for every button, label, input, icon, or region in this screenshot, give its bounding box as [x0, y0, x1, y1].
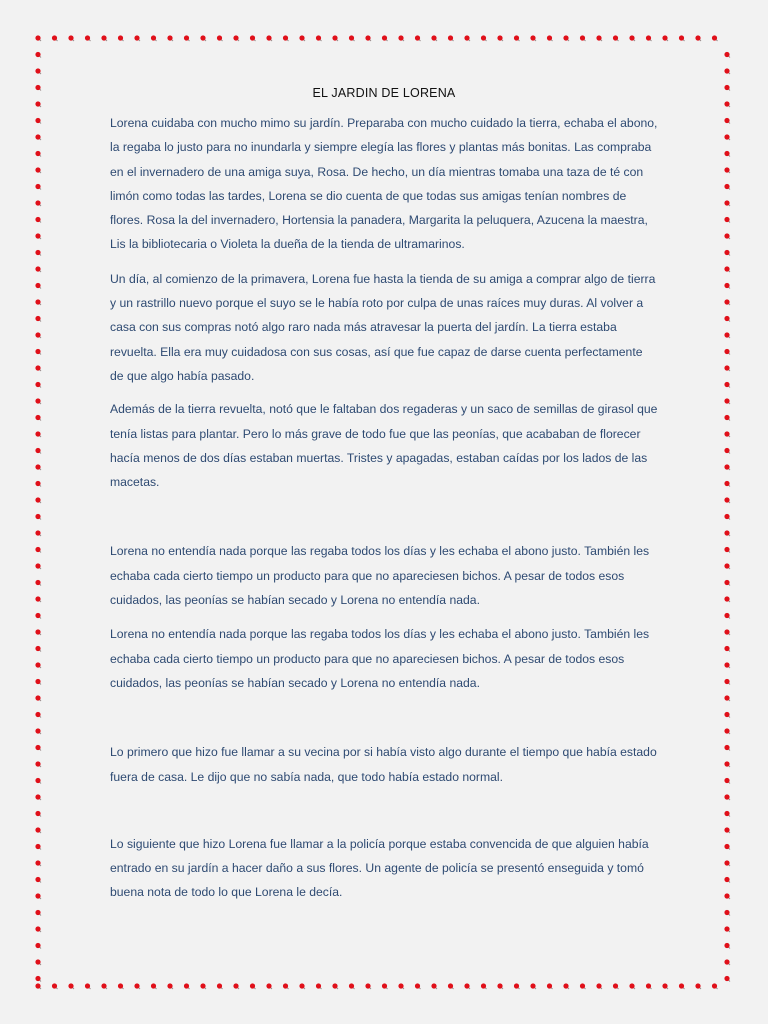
border-dot-icon [134, 35, 140, 41]
paragraph-6: Lo primero que hizo fue llamar a su vecina por si había visto algo durante el tiempo que había estado fuera de casa. Le dijo que no sabía nada, que todo había estado normal. [110, 745, 657, 784]
border-dot-icon [85, 983, 91, 989]
border-dot-icon [724, 415, 730, 421]
border-dot-icon [35, 514, 41, 520]
border-dot-icon [332, 983, 338, 989]
border-dot-icon [724, 184, 730, 190]
border-dot-icon [217, 983, 223, 989]
border-dot-icon [35, 151, 41, 157]
border-dot-icon [233, 983, 239, 989]
border-dot-icon [646, 983, 652, 989]
border-dot-icon [596, 35, 602, 41]
border-dot-icon [35, 233, 41, 239]
border-dot-icon [724, 712, 730, 718]
border-dot-icon [724, 233, 730, 239]
border-dot-icon [724, 893, 730, 899]
border-dot-icon [724, 316, 730, 322]
border-dot-icon [662, 983, 668, 989]
border-dot-icon [332, 35, 338, 41]
border-dot-icon [35, 563, 41, 569]
border-dot-icon [35, 761, 41, 767]
border-dot-icon [613, 983, 619, 989]
border-dot-icon [35, 316, 41, 322]
border-dot-icon [35, 745, 41, 751]
border-dot-icon [349, 35, 355, 41]
border-dot-icon [431, 983, 437, 989]
border-dot-icon [724, 662, 730, 668]
border-dot-icon [724, 530, 730, 536]
paragraph-7: Lo siguiente que hizo Lorena fue llamar a la policía porque estaba convencida de que alguien había entrado en su jardín a hacer daño a sus flores. Un agente de policía se presentó enseguida y tomó buena nota de todo lo que Lorena le decía. [110, 836, 649, 900]
border-dot-icon [35, 547, 41, 553]
border-dot-icon [35, 712, 41, 718]
border-dot-icon [563, 35, 569, 41]
border-dot-icon [35, 481, 41, 487]
border-dot-icon [382, 983, 388, 989]
border-dot-icon [35, 926, 41, 932]
border-dot-icon [724, 266, 730, 272]
border-dot-icon [415, 35, 421, 41]
border-dot-icon [35, 728, 41, 734]
border-dot-icon [35, 778, 41, 784]
border-dot-icon [35, 976, 41, 982]
border-dot-icon [68, 35, 74, 41]
border-dot-icon [398, 35, 404, 41]
border-dot-icon [662, 35, 668, 41]
border-dot-icon [35, 118, 41, 124]
border-dot-icon [580, 983, 586, 989]
border-dot-icon [724, 877, 730, 883]
border-dot-icon [415, 983, 421, 989]
border-dot-icon [35, 827, 41, 833]
border-dot-icon [514, 983, 520, 989]
border-dot-icon [724, 481, 730, 487]
border-dot-icon [724, 365, 730, 371]
border-dot-icon [35, 250, 41, 256]
border-dot-icon [724, 943, 730, 949]
paragraph-3: Además de la tierra revuelta, notó que le faltaban dos regaderas y un saco de semillas de girasol que tenía listas para plantar. Pero lo más grave de todo fue que las peonías, que acababan de florecer hacía menos de dos días estaban muertas. Tristes y apagadas, estaban caídas por los lados de las macetas. [110, 402, 658, 490]
border-dot-icon [613, 35, 619, 41]
border-dot-icon [712, 35, 718, 41]
border-dot-icon [724, 679, 730, 685]
border-dot-icon [530, 983, 536, 989]
border-dot-icon [35, 68, 41, 74]
border-dot-icon [35, 299, 41, 305]
border-dot-icon [724, 398, 730, 404]
border-dot-icon [35, 448, 41, 454]
border-dot-icon [464, 983, 470, 989]
border-dot-icon [724, 728, 730, 734]
border-dot-icon [679, 35, 685, 41]
border-dot-icon [35, 415, 41, 421]
border-dot-icon [724, 844, 730, 850]
border-dot-icon [724, 547, 730, 553]
border-dot-icon [724, 250, 730, 256]
border-dot-icon [35, 844, 41, 850]
border-dot-icon [724, 827, 730, 833]
border-dot-icon [724, 52, 730, 58]
border-dot-icon [35, 629, 41, 635]
border-dot-icon [35, 382, 41, 388]
border-dot-icon [724, 151, 730, 157]
border-dot-icon [35, 184, 41, 190]
border-dot-icon [35, 266, 41, 272]
border-dot-icon [35, 613, 41, 619]
border-dot-icon [514, 35, 520, 41]
border-dot-icon [646, 35, 652, 41]
border-dot-icon [724, 514, 730, 520]
border-dot-icon [695, 983, 701, 989]
border-dot-icon [316, 35, 322, 41]
border-dot-icon [497, 983, 503, 989]
border-dot-icon [85, 35, 91, 41]
border-dot-icon [448, 983, 454, 989]
border-dot-icon [398, 983, 404, 989]
border-dot-icon [101, 983, 107, 989]
border-dot-icon [629, 983, 635, 989]
border-dot-icon [712, 983, 718, 989]
paragraph-5: Lorena no entendía nada porque las regaba todos los días y les echaba el abono justo. También les echaba cada cierto tiempo un producto para que no apareciesen bichos. A pesar de todos esos cuidados, las peonías se habían secado y Lorena no entendía nada. [110, 627, 650, 690]
border-dot-icon [724, 926, 730, 932]
border-dot-icon [724, 959, 730, 965]
border-dot-icon [35, 398, 41, 404]
border-dot-icon [547, 983, 553, 989]
border-dot-icon [724, 596, 730, 602]
border-dot-icon [497, 35, 503, 41]
border-dot-icon [266, 983, 272, 989]
border-dot-icon [35, 877, 41, 883]
border-dot-icon [35, 959, 41, 965]
border-dot-icon [547, 35, 553, 41]
border-dot-icon [724, 464, 730, 470]
border-dot-icon [250, 983, 256, 989]
border-dot-icon [724, 101, 730, 107]
paragraph-4: Lorena no entendía nada porque las regaba todos los días y les echaba el abono justo. También les echaba cada cierto tiempo un producto para que no apareciesen bichos. A pesar de todos esos cuidados, las peonías se habían secado y Lorena no entendía nada. [110, 544, 650, 608]
border-dot-icon [629, 35, 635, 41]
border-dot-icon [35, 646, 41, 652]
border-dot-icon [724, 811, 730, 817]
border-dot-icon [481, 35, 487, 41]
border-dot-icon [184, 983, 190, 989]
border-dot-icon [35, 662, 41, 668]
border-dot-icon [35, 811, 41, 817]
border-dot-icon [596, 983, 602, 989]
document-title: EL JARDIN DE LORENA [312, 86, 456, 100]
border-dot-icon [217, 35, 223, 41]
border-dot-icon [724, 283, 730, 289]
border-dot-icon [316, 983, 322, 989]
border-dot-icon [724, 431, 730, 437]
border-dot-icon [481, 983, 487, 989]
border-dot-icon [35, 35, 41, 41]
border-dot-icon [464, 35, 470, 41]
border-dot-icon [266, 35, 272, 41]
border-dot-icon [448, 35, 454, 41]
border-dot-icon [35, 365, 41, 371]
paragraph-2: Un día, al comienzo de la primavera, Lorena fue hasta la tienda de su amiga a comprar algo de tierra y un rastrillo nuevo porque el suyo se le había roto por culpa de unas raíces muy duras. Al volver a casa con sus compras notó algo raro nada más atravesar la puerta del jardín. La tierra estaba revuelta. Ella era muy cuidadosa con sus cosas, así que fue capaz de darse cuenta perfectamente de que algo había pasado. [110, 271, 656, 383]
border-dot-icon [200, 983, 206, 989]
border-dot-icon [299, 983, 305, 989]
border-dot-icon [695, 35, 701, 41]
border-dot-icon [349, 983, 355, 989]
border-dot-icon [35, 464, 41, 470]
border-dot-icon [233, 35, 239, 41]
border-dot-icon [101, 35, 107, 41]
border-dot-icon [35, 349, 41, 355]
border-dot-icon [167, 983, 173, 989]
border-dot-icon [35, 530, 41, 536]
border-dot-icon [35, 431, 41, 437]
border-dot-icon [724, 910, 730, 916]
border-dot-icon [52, 983, 58, 989]
border-dot-icon [724, 299, 730, 305]
border-dot-icon [724, 497, 730, 503]
border-dot-icon [118, 983, 124, 989]
border-dot-icon [35, 200, 41, 206]
border-dot-icon [724, 200, 730, 206]
border-dot-icon [35, 983, 41, 989]
border-dot-icon [35, 794, 41, 800]
border-dot-icon [283, 35, 289, 41]
border-dot-icon [184, 35, 190, 41]
border-dot-icon [167, 35, 173, 41]
border-dot-icon [200, 35, 206, 41]
border-dot-icon [35, 167, 41, 173]
border-dot-icon [365, 35, 371, 41]
border-dot-icon [250, 35, 256, 41]
border-dot-icon [35, 893, 41, 899]
border-dot-icon [35, 679, 41, 685]
border-dot-icon [151, 983, 157, 989]
border-dot-icon [724, 349, 730, 355]
border-dot-icon [724, 332, 730, 338]
border-dot-icon [151, 35, 157, 41]
border-dot-icon [35, 283, 41, 289]
border-dot-icon [724, 134, 730, 140]
border-dot-icon [724, 613, 730, 619]
border-dot-icon [679, 983, 685, 989]
border-dot-icon [724, 695, 730, 701]
border-dot-icon [365, 983, 371, 989]
border-dot-icon [35, 860, 41, 866]
border-dot-icon [118, 35, 124, 41]
border-dot-icon [35, 580, 41, 586]
border-dot-icon [724, 629, 730, 635]
border-dot-icon [35, 497, 41, 503]
border-dot-icon [35, 134, 41, 140]
border-dot-icon [724, 761, 730, 767]
border-dot-icon [530, 35, 536, 41]
border-dot-icon [724, 745, 730, 751]
border-dot-icon [724, 794, 730, 800]
border-dot-icon [52, 35, 58, 41]
border-dot-icon [283, 983, 289, 989]
document-body [110, 111, 658, 905]
border-dot-icon [431, 35, 437, 41]
border-dot-icon [35, 101, 41, 107]
border-dot-icon [68, 983, 74, 989]
border-dot-icon [724, 563, 730, 569]
border-dot-icon [724, 580, 730, 586]
border-dot-icon [580, 35, 586, 41]
border-dot-icon [382, 35, 388, 41]
border-dot-icon [35, 910, 41, 916]
border-dot-icon [724, 382, 730, 388]
border-dot-icon [35, 217, 41, 223]
border-dot-icon [724, 217, 730, 223]
border-dot-icon [35, 596, 41, 602]
paragraph-1: Lorena cuidaba con mucho mimo su jardín. Preparaba con mucho cuidado la tierra, echaba el abono, la regaba lo justo para no inundarla y siempre elegía las flores y plantas más bonitas. Las compraba en el invernadero de una amiga suya, Rosa. De hecho, un día mientras tomaba una taza de té con limón como todas las tardes, Lorena se dio cuenta de que todas sus amigas tenían nombres de flores. Rosa la del invernadero, Hortensia la panadera, Margarita la peluquera, Azucena la maestra, Lis la bibliotecaria o Violeta la dueña de la tienda de ultramarinos. [110, 116, 658, 252]
border-dot-icon [563, 983, 569, 989]
border-dot-icon [35, 52, 41, 58]
border-dot-icon [724, 778, 730, 784]
border-dot-icon [724, 167, 730, 173]
border-dot-icon [134, 983, 140, 989]
border-dot-icon [724, 118, 730, 124]
border-dot-icon [724, 646, 730, 652]
border-dot-icon [299, 35, 305, 41]
border-dot-icon [724, 860, 730, 866]
border-dot-icon [724, 976, 730, 982]
border-dot-icon [35, 695, 41, 701]
border-dot-icon [724, 448, 730, 454]
border-dot-icon [724, 68, 730, 74]
border-dot-icon [35, 332, 41, 338]
border-dot-icon [35, 943, 41, 949]
